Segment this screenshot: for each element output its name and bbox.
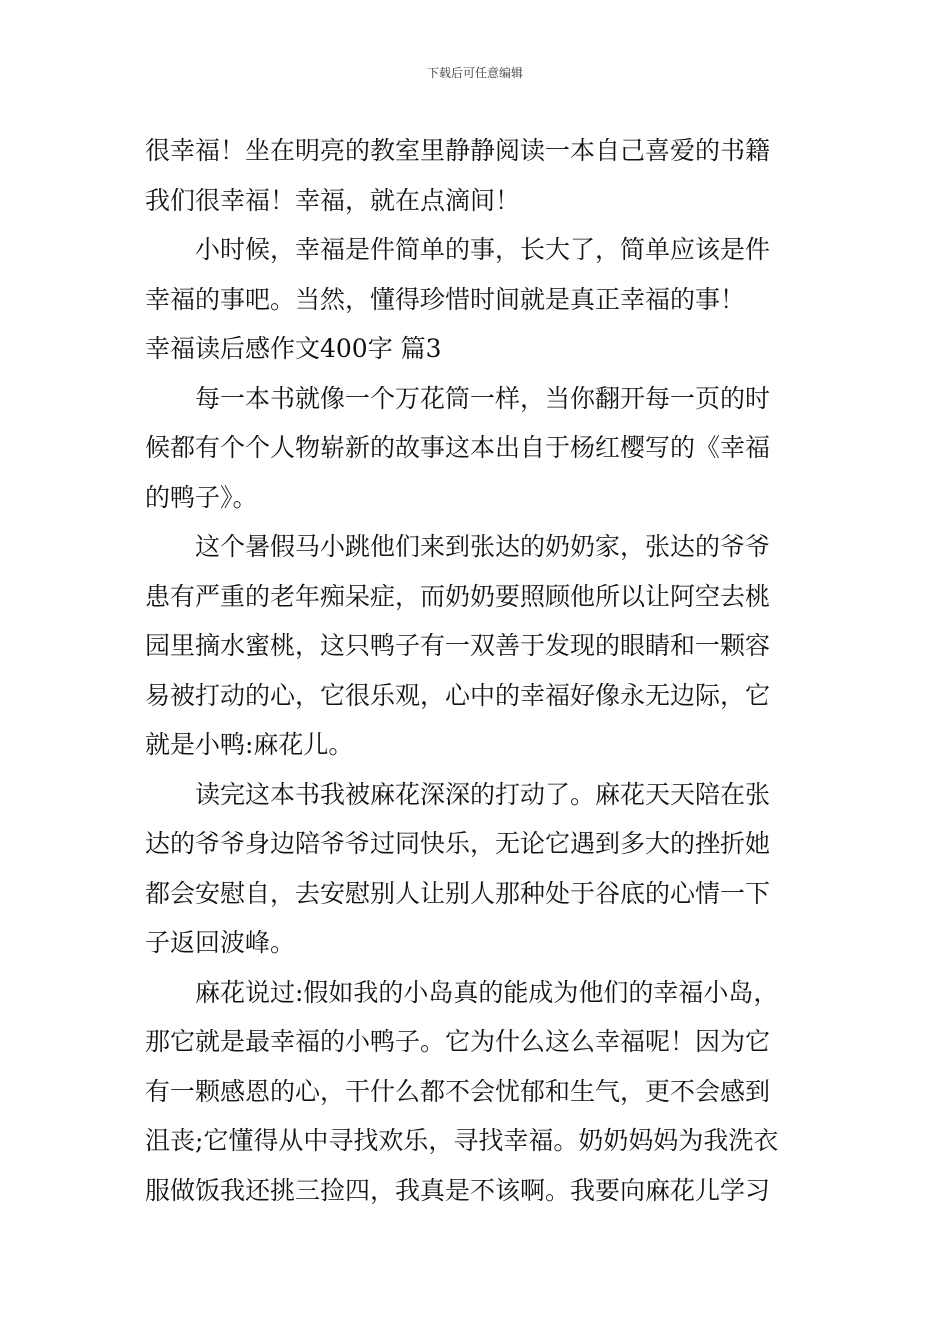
text-line: 幸福的事吧。当然，懂得珍惜时间就是真正幸福的事！ [145, 284, 746, 314]
text-line: 达的爷爷身边陪爷爷过同快乐，无论它遇到多大的挫折她 [145, 829, 771, 858]
paragraph-start-line: 每一本书就像一个万花筒一样，当你翻开每一页的时 [195, 383, 771, 413]
text-line: 易被打动的心，它很乐观，心中的幸福好像永无边际，它 [145, 680, 771, 710]
text-line: 患有严重的老年痴呆症，而奶奶要照顾他所以让阿空去桃 [145, 581, 771, 611]
text-line: 很幸福！坐在明亮的教室里静静阅读一本自己喜爱的书籍 [145, 136, 771, 165]
text-line: 的鸭子》。 [145, 482, 258, 512]
text-line: 子返回波峰。 [145, 928, 296, 957]
text-line: 园里摘水蜜桃，这只鸭子有一双善于发现的眼睛和一颗容 [145, 631, 771, 660]
paragraph-start-line: 小时候，幸福是件简单的事，长大了，简单应该是件 [195, 235, 771, 264]
text-line: 都会安慰自，去安慰别人让别人那种处于谷底的心情一下 [145, 878, 771, 908]
text-line: 幸福读后感作文400字 篇3 [145, 334, 442, 363]
text-line: 有一颗感恩的心，干什么都不会忧郁和生气，更不会感到 [145, 1076, 771, 1106]
page-header: 下载后可任意编辑 [426, 66, 523, 80]
text-line: 服做饭我还挑三捡四，我真是不该啊。我要向麻花儿学习 [145, 1175, 771, 1205]
document-body [145, 126, 807, 1215]
text-line: 那它就是最幸福的小鸭子。它为什么这么幸福呢！因为它 [145, 1027, 771, 1056]
paragraph-start-line: 读完这本书我被麻花深深的打动了。麻花天天陪在张 [195, 779, 771, 809]
text-line: 候都有个个人物崭新的故事这本出自于杨红樱写的《幸福 [145, 433, 771, 462]
paragraph-start-line: 这个暑假马小跳他们来到张达的奶奶家，张达的爷爷 [195, 532, 771, 561]
text-line: 沮丧;它懂得从中寻找欢乐，寻找幸福。奶奶妈妈为我洗衣 [145, 1126, 779, 1155]
text-line: 就是小鸭:麻花儿。 [145, 730, 354, 759]
text-line: 我们很幸福！幸福，就在点滴间！ [145, 185, 521, 215]
paragraph-start-line: 麻花说过:假如我的小岛真的能成为他们的幸福小岛， [195, 977, 779, 1007]
